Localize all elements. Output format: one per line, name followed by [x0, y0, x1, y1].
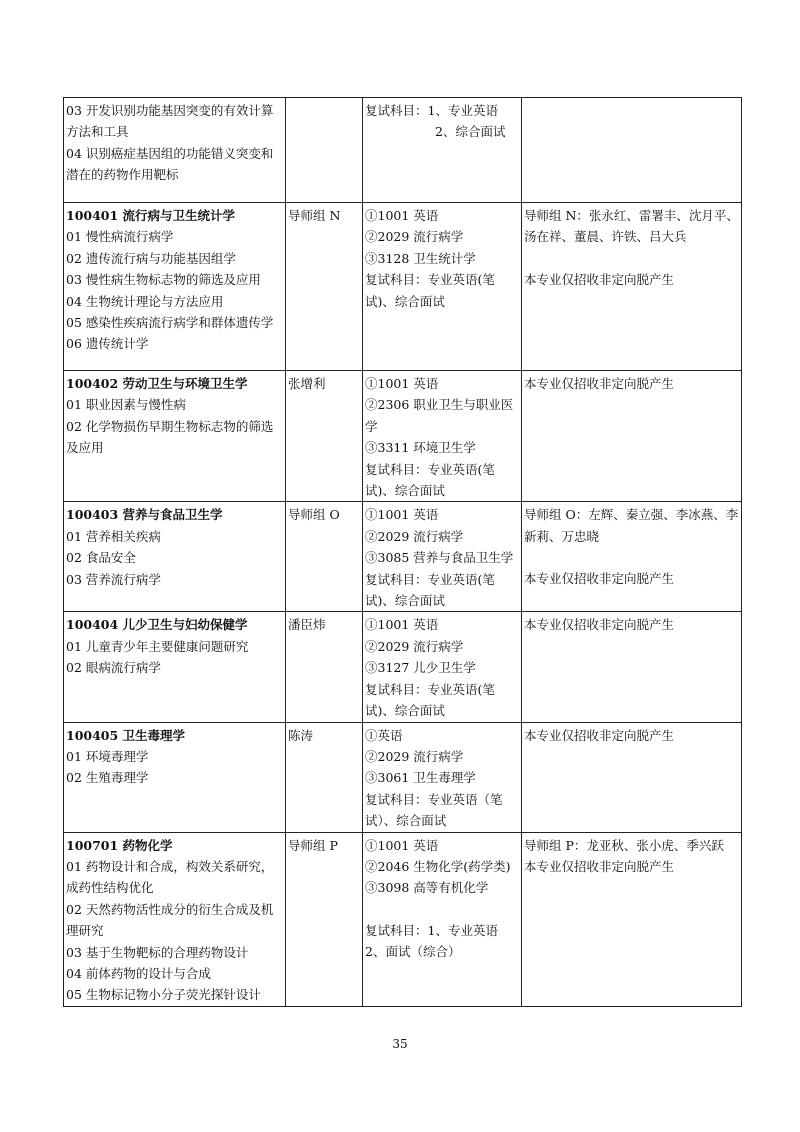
direction-item: 05 生物标记物小分子荧光探针设计 [66, 987, 261, 1003]
note-item: 导师组 P：龙亚秋、张小虎、季兴跃 [524, 837, 724, 853]
exam-cell [363, 612, 522, 722]
advisor: 陈涛 [288, 727, 314, 743]
exam-item: ③3311 环境卫生学 [365, 440, 476, 456]
direction-item: 03 营养流行病学 [66, 571, 161, 587]
direction-item: 03 开发识别功能基因突变的有效计算方法和工具 [66, 103, 274, 140]
exam-item: ③3127 儿少卫生学 [365, 660, 476, 676]
exam-item: 复试科目：1、专业英语 2、面试（综合） [365, 922, 498, 960]
note-item: 导师组 N：张永红、雷署丰、沈月平、汤在祥、董晨、许铁、吕大兵 [524, 208, 739, 245]
direction-item: 02 遗传流行病与功能基因组学 [66, 250, 236, 266]
table-row [64, 502, 742, 612]
exam-item: ①1001 英语 [365, 376, 439, 391]
exam-item: ①1001 英语 [365, 507, 439, 523]
exam-item: ②2029 流行病学 [365, 528, 464, 544]
major-cell [64, 832, 286, 1006]
exam-item: 复试科目：1、专业英语 [365, 103, 498, 118]
notes-cell [522, 722, 742, 832]
advisor-cell [286, 832, 363, 1006]
notes-cell [522, 98, 742, 203]
direction-item: 01 营养相关疾病 [66, 528, 161, 544]
exam-cell [363, 371, 522, 502]
advisor: 导师组 N [288, 208, 341, 223]
direction-item: 01 职业因素与慢性病 [66, 397, 186, 413]
advisor: 导师组 O [288, 507, 340, 523]
direction-item: 03 基于生物靶标的合理药物设计 [66, 944, 249, 960]
table-row [64, 98, 742, 203]
notes-cell [522, 612, 742, 722]
advisor: 潘臣炜 [288, 617, 326, 633]
direction-item: 01 慢性病流行病学 [66, 229, 174, 245]
note-item: 本专业仅招收非定向脱产生 [524, 727, 675, 743]
notes-cell [522, 832, 742, 1006]
table-row [64, 832, 742, 1006]
exam-item: ②2029 流行病学 [365, 748, 464, 764]
direction-item: 02 眼病流行病学 [66, 660, 161, 676]
direction-item: 02 化学物损伤早期生物标志物的筛选及应用 [66, 418, 274, 456]
table-row [64, 203, 742, 371]
direction-item: 01 药物设计和合成，构效关系研究，成药性结构优化 [66, 858, 274, 896]
exam-item: 复试科目：专业英语(笔试)、综合面试 [365, 272, 495, 309]
exam-item: 复试科目：专业英语(笔试)、综合面试 [365, 571, 495, 609]
note-item: 本专业仅招收非定向脱产生 [524, 571, 675, 587]
advisor-cell [286, 203, 363, 371]
exam-item: ③3061 卫生毒理学 [365, 770, 476, 786]
major-cell [64, 722, 286, 832]
catalog-table [63, 97, 742, 1007]
direction-item: 02 天然药物活性成分的衍生合成及机理研究 [66, 901, 274, 939]
exam-item: ③3128 卫生统计学 [365, 250, 476, 266]
advisor: 张增利 [288, 376, 326, 391]
table-row [64, 371, 742, 502]
advisor: 导师组 P [288, 837, 338, 853]
exam-item: ③3085 营养与食品卫生学 [365, 550, 514, 566]
exam-cell [363, 98, 522, 203]
direction-item: 01 环境毒理学 [66, 748, 149, 764]
advisor-cell [286, 98, 363, 203]
direction-item: 04 前体药物的设计与合成 [66, 965, 211, 981]
notes-cell [522, 203, 742, 371]
exam-item: ②2306 职业卫生与职业医学 [365, 397, 514, 434]
note-item: 本专业仅招收非定向脱产生 [524, 617, 675, 633]
major-title: 100701 药物化学 [66, 837, 173, 853]
major-cell [64, 371, 286, 502]
direction-item: 04 识别癌症基因组的功能错义突变和潜在的药物作用靶标 [66, 145, 274, 183]
exam-item: 复试科目：专业英语(笔试)、综合面试 [365, 461, 495, 499]
exam-cell [363, 502, 522, 612]
major-cell [64, 203, 286, 371]
exam-item: ②2046 生物化学(药学类) [365, 858, 511, 874]
major-title: 100401 流行病与卫生统计学 [66, 208, 236, 223]
exam-item: ②2029 流行病学 [365, 638, 464, 654]
notes-cell [522, 371, 742, 502]
exam-cell [363, 832, 522, 1006]
major-cell [64, 502, 286, 612]
direction-item: 05 感染性疾病流行病学和群体遗传学 [66, 315, 274, 331]
advisor-cell [286, 371, 363, 502]
table-row [64, 722, 742, 832]
note-item: 本专业仅招收非定向脱产生 [524, 376, 675, 391]
exam-cell [363, 722, 522, 832]
direction-item: 03 慢性病生物标志物的筛选及应用 [66, 272, 261, 288]
direction-item: 06 遗传统计学 [66, 336, 149, 352]
exam-item: 2、综合面试 [435, 124, 506, 140]
exam-item: ①英语 [365, 727, 403, 743]
major-title: 100403 营养与食品卫生学 [66, 507, 223, 523]
exam-item: 复试科目：专业英语（笔试）、综合面试 [365, 791, 503, 829]
exam-item: ③3098 高等有机化学 [365, 880, 489, 896]
note-item: 本专业仅招收非定向脱产生 [524, 271, 675, 287]
direction-item: 02 食品安全 [66, 550, 136, 566]
note-item: 本专业仅招收非定向脱产生 [524, 858, 675, 874]
advisor-cell [286, 612, 363, 722]
exam-item: ②2029 流行病学 [365, 229, 464, 245]
page-number: 35 [392, 1037, 408, 1051]
exam-item: ①1001 英语 [365, 837, 439, 853]
exam-cell [363, 203, 522, 371]
exam-item: 复试科目：专业英语(笔试)、综合面试 [365, 681, 495, 719]
note-item: 导师组 O：左辉、秦立强、李冰燕、李新莉、万忠晓 [524, 507, 739, 544]
direction-item: 01 儿童青少年主要健康问题研究 [66, 638, 249, 654]
direction-item: 04 生物统计理论与方法应用 [66, 293, 224, 309]
notes-cell [522, 502, 742, 612]
major-title: 100404 儿少卫生与妇幼保健学 [66, 617, 248, 633]
advisor-cell [286, 502, 363, 612]
advisor-cell [286, 722, 363, 832]
major-title: 100402 劳动卫生与环境卫生学 [66, 376, 248, 391]
major-title: 100405 卫生毒理学 [66, 727, 186, 743]
major-cell [64, 98, 286, 203]
table-row [64, 612, 742, 722]
exam-item: ①1001 英语 [365, 617, 439, 633]
direction-item: 02 生殖毒理学 [66, 770, 149, 786]
exam-item: ①1001 英语 [365, 208, 439, 223]
major-cell [64, 612, 286, 722]
